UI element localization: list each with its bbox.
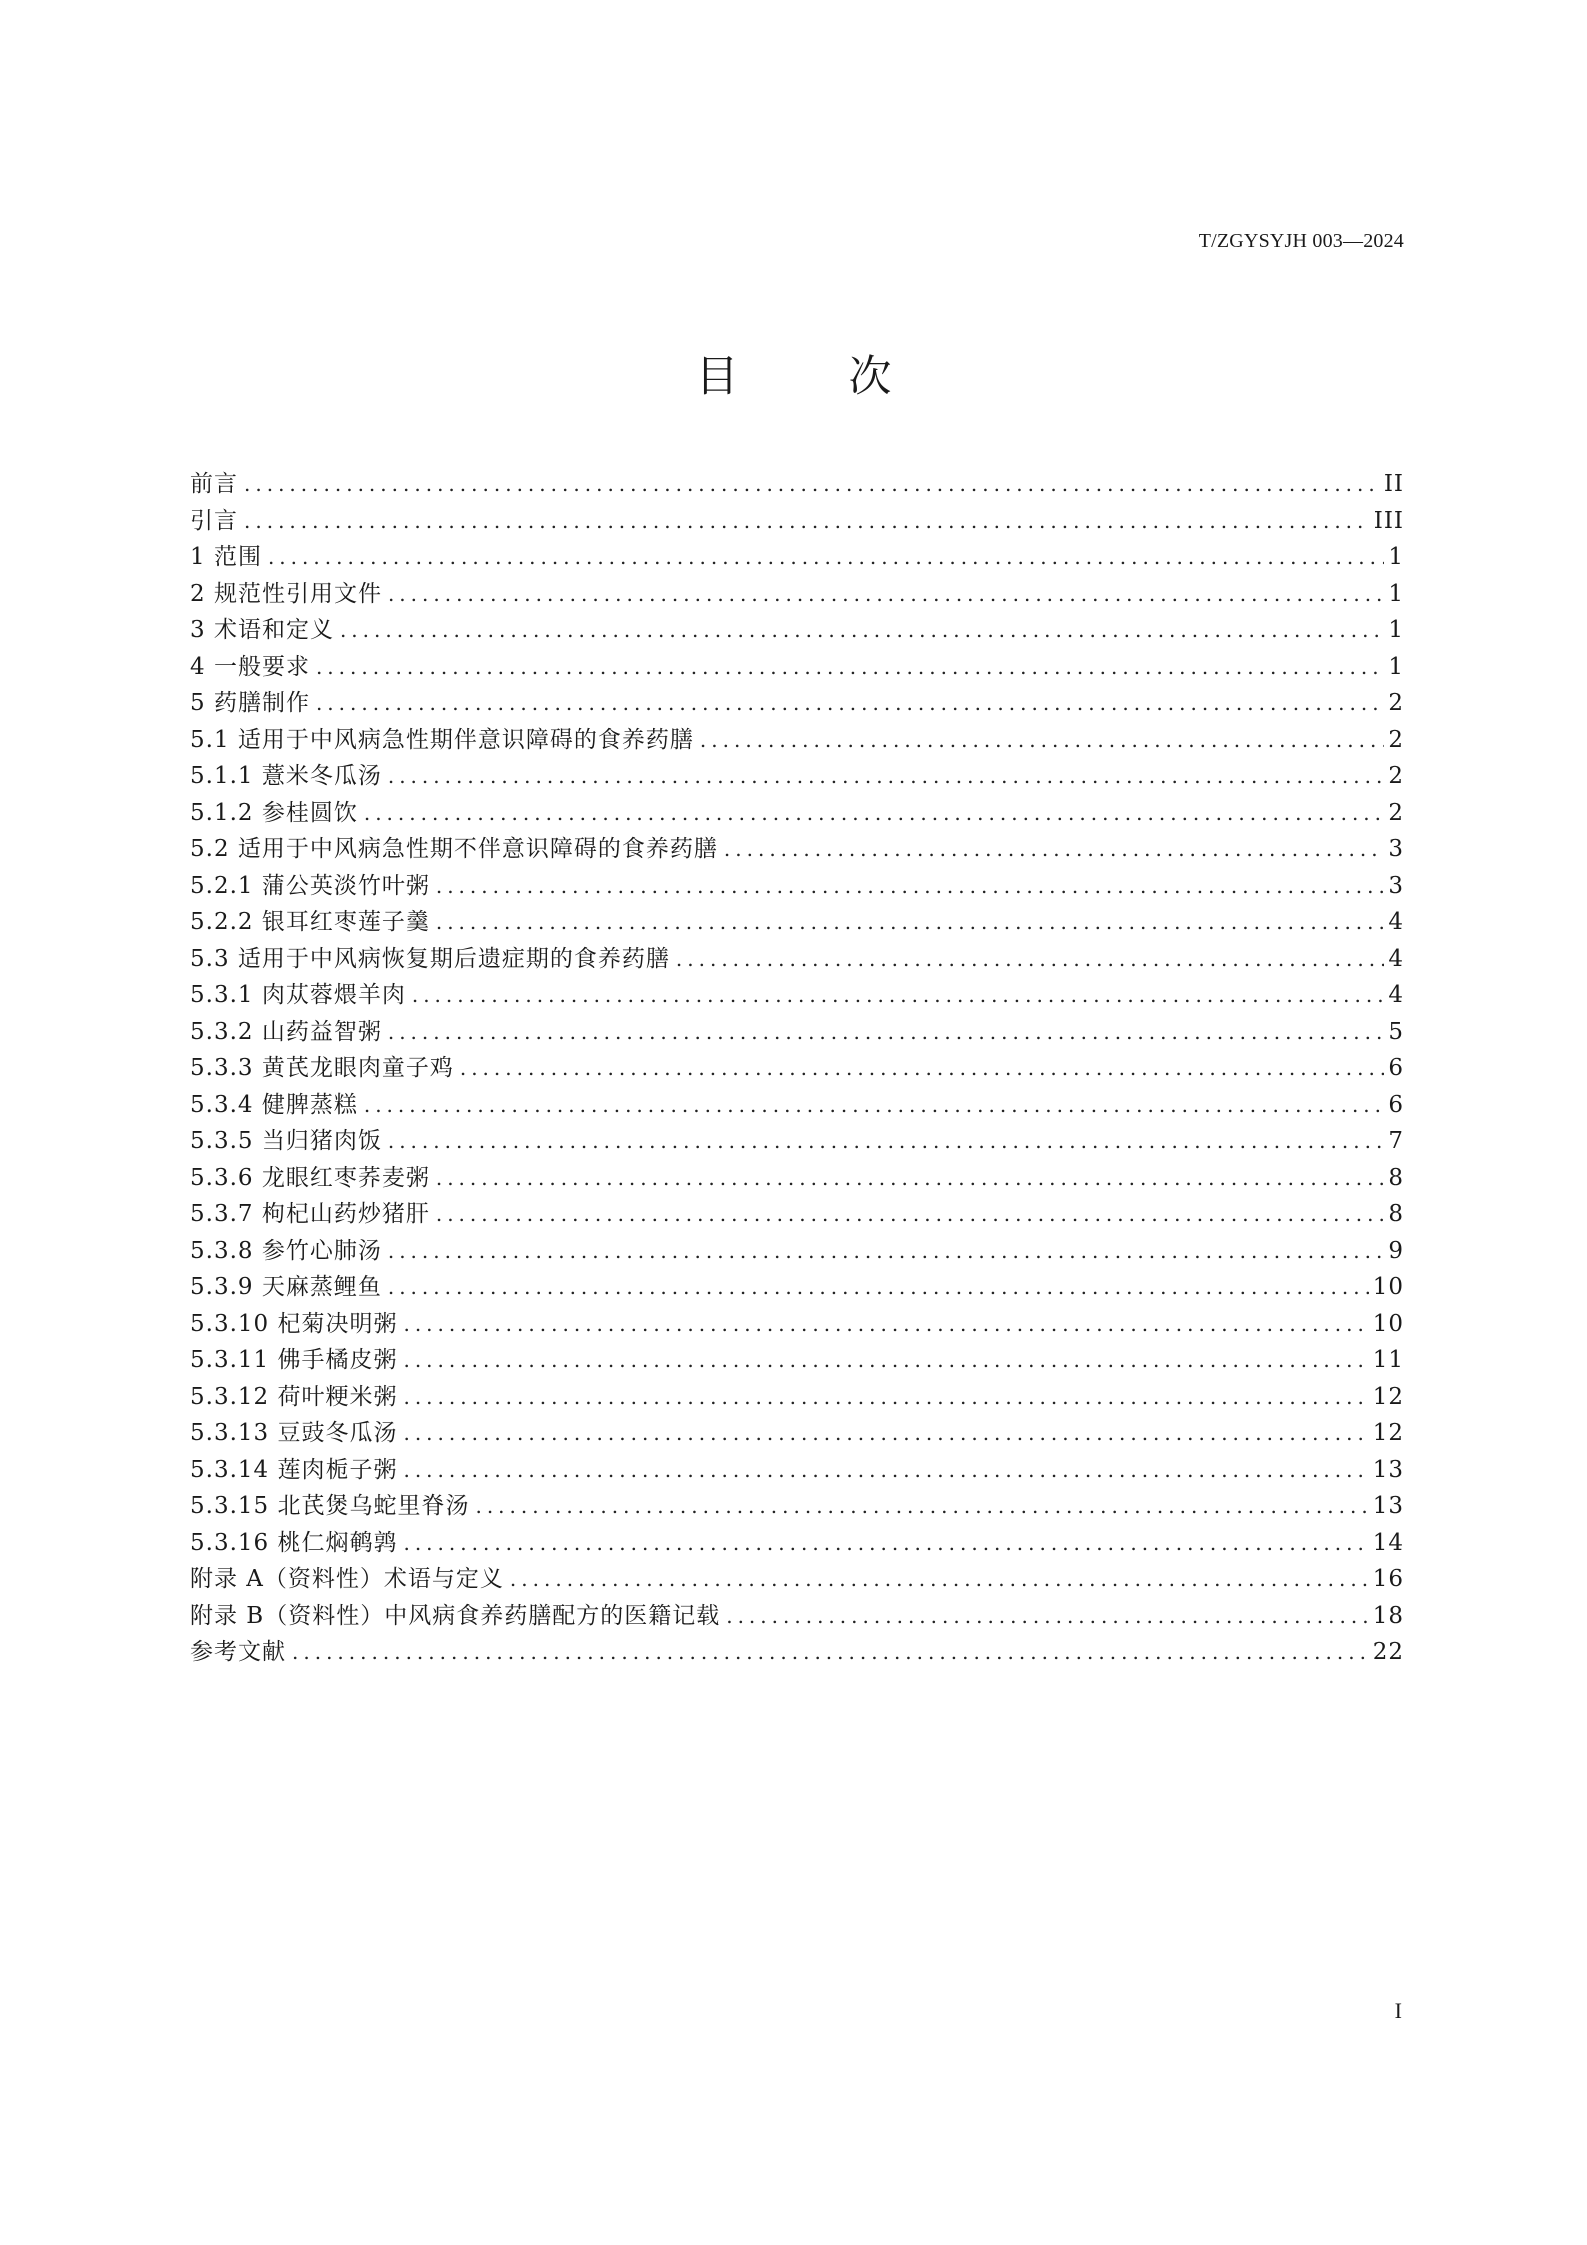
toc-entry-label: 1 范围: [190, 544, 262, 570]
toc-leader-dots: [403, 1379, 1368, 1416]
toc-entry-label: 5.3.10 杞菊决明粥: [190, 1310, 398, 1337]
toc-entry-label: 4 一般要求: [190, 653, 310, 680]
toc-entry-page: 14: [1372, 1529, 1404, 1556]
toc-leader-dots: [436, 1196, 1385, 1233]
toc-entry-page: 3: [1388, 872, 1404, 899]
toc-entry[interactable]: [190, 1415, 1404, 1452]
toc-entry-page: 8: [1388, 1201, 1404, 1227]
toc-entry-label: 参考文献: [190, 1639, 286, 1665]
document-code: T/ZGYSYJH 003—2024: [1198, 230, 1404, 252]
toc-leader-dots: [292, 1634, 1369, 1671]
toc-entry-page: 13: [1372, 1456, 1404, 1483]
toc-entry-label: 5.3.2 山药益智粥: [190, 1018, 382, 1045]
toc-entry-label: 前言: [190, 471, 238, 497]
toc-entry-label: 5.3.1 肉苁蓉煨羊肉: [190, 982, 406, 1008]
toc-leader-dots: [364, 795, 1385, 832]
toc-entry-page: 2: [1388, 690, 1404, 716]
toc-entry-page: 6: [1388, 1091, 1404, 1118]
toc-entry[interactable]: [190, 1525, 1404, 1562]
toc-entry-page: III: [1373, 507, 1404, 534]
toc-entry-label: 附录 A（资料性）术语与定义: [190, 1566, 504, 1592]
toc-entry-page: II: [1383, 471, 1404, 497]
toc-leader-dots: [436, 904, 1385, 941]
toc-entry[interactable]: [190, 1561, 1404, 1598]
toc-leader-dots: [268, 539, 1384, 576]
toc-entry-label: 5.3.7 枸杞山药炒猪肝: [190, 1201, 430, 1227]
toc-entry[interactable]: [190, 503, 1404, 540]
toc-entry-label: 5.3.8 参竹心肺汤: [190, 1237, 382, 1264]
toc-entry-page: 10: [1372, 1310, 1404, 1337]
toc-entry[interactable]: [190, 576, 1404, 613]
toc-entry-label: 5.2.2 银耳红枣莲子羹: [190, 909, 430, 935]
toc-entry-label: 5.3.11 佛手橘皮粥: [190, 1347, 398, 1373]
toc-leader-dots: [364, 1087, 1385, 1124]
toc-leader-dots: [412, 977, 1385, 1014]
toc-entry-label: 5.1.1 薏米冬瓜汤: [190, 763, 382, 789]
toc-entry[interactable]: [190, 1087, 1404, 1124]
toc-entry-page: 4: [1388, 945, 1404, 972]
toc-entry-label: 附录 B（资料性）中风病食养药膳配方的医籍记载: [190, 1602, 721, 1629]
toc-entry-page: 1: [1388, 617, 1404, 643]
toc-entry-page: 18: [1372, 1602, 1404, 1629]
toc-leader-dots: [316, 649, 1384, 686]
toc-entry[interactable]: [190, 722, 1404, 759]
table-of-contents: [190, 466, 1404, 1671]
toc-leader-dots: [724, 831, 1384, 868]
toc-leader-dots: [388, 1123, 1385, 1160]
toc-leader-dots: [436, 868, 1385, 905]
title-char-2: 次: [848, 352, 892, 402]
toc-entry[interactable]: [190, 1233, 1404, 1270]
toc-entry-label: 5.3.3 黄芪龙眼肉童子鸡: [190, 1055, 454, 1081]
toc-leader-dots: [726, 1598, 1369, 1635]
toc-entry-page: 2: [1388, 726, 1404, 753]
toc-entry-page: 1: [1388, 653, 1404, 680]
toc-entry[interactable]: [190, 904, 1404, 941]
toc-leader-dots: [700, 722, 1384, 759]
toc-entry-label: 5 药膳制作: [190, 690, 310, 716]
toc-entry-page: 8: [1388, 1164, 1404, 1191]
toc-entry-page: 12: [1372, 1383, 1404, 1410]
toc-entry[interactable]: [190, 868, 1404, 905]
toc-entry[interactable]: [190, 1050, 1404, 1087]
toc-entry-page: 11: [1372, 1347, 1404, 1373]
toc-entry-label: 5.2 适用于中风病急性期不伴意识障碍的食养药膳: [190, 836, 718, 862]
toc-entry[interactable]: [190, 1014, 1404, 1051]
toc-entry-page: 5: [1388, 1018, 1404, 1045]
toc-entry[interactable]: [190, 1488, 1404, 1525]
toc-leader-dots: [244, 466, 1380, 503]
toc-leader-dots: [460, 1050, 1385, 1087]
toc-leader-dots: [340, 612, 1384, 649]
toc-leader-dots: [436, 1160, 1385, 1197]
toc-leader-dots: [676, 941, 1384, 978]
title-char-1: 目: [695, 352, 739, 402]
toc-entry-page: 16: [1372, 1566, 1404, 1592]
toc-entry[interactable]: [190, 795, 1404, 832]
toc-entry[interactable]: [190, 649, 1404, 686]
toc-entry-label: 引言: [190, 507, 238, 534]
toc-entry-page: 4: [1388, 982, 1404, 1008]
toc-entry[interactable]: [190, 466, 1404, 503]
toc-entry-page: 1: [1388, 580, 1404, 607]
toc-entry-label: 2 规范性引用文件: [190, 580, 382, 607]
toc-entry-label: 5.3.12 荷叶粳米粥: [190, 1383, 398, 1410]
toc-entry-label: 5.3.13 豆豉冬瓜汤: [190, 1420, 398, 1446]
toc-entry-page: 7: [1388, 1128, 1404, 1154]
toc-entry[interactable]: [190, 1342, 1404, 1379]
toc-entry[interactable]: [190, 539, 1404, 576]
toc-entry[interactable]: [190, 1634, 1404, 1671]
toc-entry-label: 5.3.6 龙眼红枣荞麦粥: [190, 1164, 430, 1191]
toc-entry-page: 4: [1388, 909, 1404, 935]
toc-leader-dots: [403, 1415, 1368, 1452]
toc-entry-label: 5.3.16 桃仁焖鹌鹑: [190, 1529, 398, 1556]
toc-entry-page: 3: [1388, 836, 1404, 862]
toc-entry[interactable]: [190, 1598, 1404, 1635]
toc-leader-dots: [403, 1452, 1368, 1489]
toc-entry-label: 5.1 适用于中风病急性期伴意识障碍的食养药膳: [190, 726, 694, 753]
toc-entry-page: 2: [1388, 799, 1404, 826]
toc-entry[interactable]: [190, 685, 1404, 722]
toc-entry-page: 1: [1388, 544, 1404, 570]
toc-entry[interactable]: [190, 758, 1404, 795]
toc-entry-page: 12: [1372, 1420, 1404, 1446]
toc-entry-page: 13: [1372, 1493, 1404, 1519]
toc-entry[interactable]: [190, 1160, 1404, 1197]
toc-entry-label: 3 术语和定义: [190, 617, 334, 643]
toc-entry-label: 5.3.9 天麻蒸鲤鱼: [190, 1274, 382, 1300]
toc-entry-label: 5.3.5 当归猪肉饭: [190, 1128, 382, 1154]
page-number: I: [1394, 1998, 1402, 2023]
toc-entry[interactable]: [190, 1196, 1404, 1233]
toc-entry[interactable]: [190, 941, 1404, 978]
toc-entry-page: 10: [1372, 1274, 1404, 1300]
toc-entry[interactable]: [190, 1269, 1404, 1306]
toc-leader-dots: [403, 1525, 1368, 1562]
toc-entry-label: 5.3 适用于中风病恢复期后遗症期的食养药膳: [190, 945, 670, 972]
toc-leader-dots: [475, 1488, 1368, 1525]
toc-entry-label: 5.3.15 北芪煲乌蛇里脊汤: [190, 1493, 470, 1519]
toc-entry-label: 5.2.1 蒲公英淡竹叶粥: [190, 872, 430, 899]
toc-entry[interactable]: [190, 1379, 1404, 1416]
toc-leader-dots: [388, 1233, 1385, 1270]
toc-leader-dots: [510, 1561, 1369, 1598]
toc-leader-dots: [388, 758, 1385, 795]
toc-entry[interactable]: [190, 831, 1404, 868]
toc-entry[interactable]: [190, 1452, 1404, 1489]
toc-leader-dots: [388, 1014, 1385, 1051]
toc-leader-dots: [244, 503, 1370, 540]
toc-entry-label: 5.3.14 莲肉栀子粥: [190, 1456, 398, 1483]
toc-leader-dots: [403, 1306, 1368, 1343]
page-title: [0, 343, 1587, 404]
toc-entry[interactable]: [190, 1123, 1404, 1160]
toc-leader-dots: [403, 1342, 1368, 1379]
toc-entry-page: 2: [1388, 763, 1404, 789]
toc-leader-dots: [388, 576, 1384, 613]
toc-entry[interactable]: [190, 1306, 1404, 1343]
toc-entry-page: 9: [1388, 1237, 1404, 1264]
toc-entry-page: 6: [1388, 1055, 1404, 1081]
toc-entry-page: 22: [1372, 1639, 1404, 1665]
toc-entry[interactable]: [190, 612, 1404, 649]
toc-leader-dots: [316, 685, 1384, 722]
toc-leader-dots: [388, 1269, 1369, 1306]
toc-entry-label: 5.3.4 健脾蒸糕: [190, 1091, 358, 1118]
toc-entry-label: 5.1.2 参桂圆饮: [190, 799, 358, 826]
toc-entry[interactable]: [190, 977, 1404, 1014]
